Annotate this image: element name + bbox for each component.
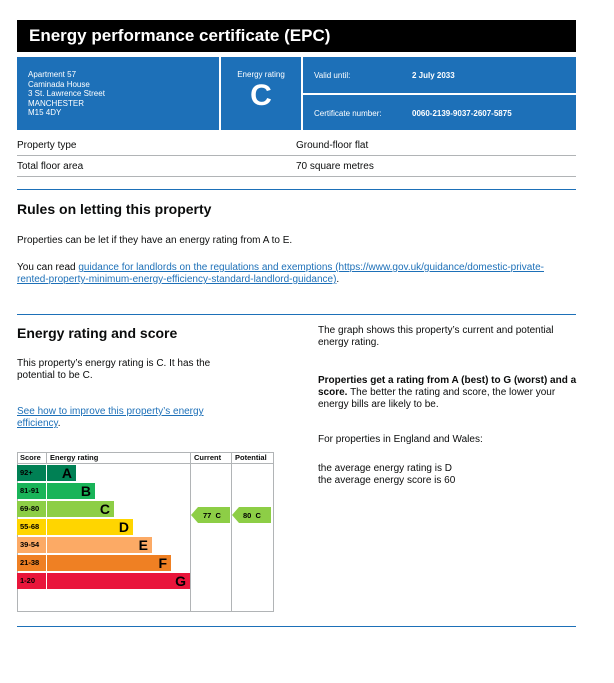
address-line: Caminada House (28, 79, 90, 89)
chart-header-divider (17, 463, 274, 464)
average-rating: the average energy rating is D (318, 463, 452, 474)
rules-heading: Rules on letting this property (17, 201, 212, 217)
divider (17, 176, 576, 177)
chart-header-rating: Energy rating (50, 453, 99, 462)
address-line: Apartment 57 (28, 70, 77, 79)
improve-link-suffix: . (57, 418, 61, 429)
page-title: Energy performance certificate (EPC) (29, 26, 331, 45)
rating-explanation (318, 375, 578, 411)
improve-link-paragraph (17, 406, 242, 430)
address-line: M15 4DY (28, 108, 62, 117)
score-paragraph: This property’s energy rating is C. It has the potential to be C. (17, 358, 211, 381)
energy-rating-box (221, 57, 301, 130)
band-score-range: 69-80 (17, 501, 46, 517)
chart-header-score: Score (20, 453, 41, 462)
current-rating-label: 77 C (203, 511, 221, 520)
chart-col-divider (231, 452, 232, 612)
valid-until-box (303, 57, 576, 93)
valid-until-value: 2 July 2033 (412, 71, 455, 80)
energy-rating-letter: C (250, 79, 272, 112)
band-letter: G (175, 573, 186, 589)
band-score-range: 81-91 (17, 483, 46, 499)
band-bar-g (47, 573, 190, 589)
band-bar-c (47, 501, 114, 517)
guidance-link[interactable]: guidance for landlords on the regulations and exemptions (https://www.gov.uk/guidance/domestic-private-rented-property-minimum-energy-efficiency-standard-landlord-guidance) (17, 262, 544, 285)
band-bar-d (47, 519, 133, 535)
address-box (17, 57, 219, 130)
section-divider (17, 314, 576, 315)
average-score: the average energy score is 60 (318, 475, 456, 486)
band-score-range: 1-20 (17, 573, 46, 589)
band-letter: B (80, 483, 91, 499)
band-letter: A (61, 465, 72, 481)
certificate-number-label: Certificate number: (314, 109, 382, 118)
potential-rating-label: 80 C (243, 511, 261, 520)
rules-guidance-paragraph (17, 262, 557, 286)
rating-explanation-bold: Properties get a rating from A (best) to G (worst) and a score. (318, 375, 577, 398)
property-type-value: Ground-floor flat (296, 140, 369, 151)
band-bar-a (47, 465, 76, 481)
guidance-suffix: . (336, 274, 340, 285)
chart-header-current: Current (194, 453, 222, 462)
band-letter: C (99, 501, 110, 517)
rules-paragraph: Properties can be let if they have an energy rating from A to E. (17, 235, 293, 246)
certificate-number-value: 0060-2139-9037-2607-5875 (412, 109, 512, 118)
band-bar-f (47, 555, 171, 571)
band-letter: E (138, 537, 148, 553)
address-line: MANCHESTER (28, 98, 85, 108)
page-title-bar (17, 20, 576, 52)
band-score-range: 92+ (17, 465, 46, 481)
guidance-prefix: You can read (17, 262, 79, 273)
property-type-label: Property type (17, 140, 77, 151)
floor-area-value: 70 square metres (296, 161, 374, 172)
certificate-number-box (303, 95, 576, 130)
chart-header-potential: Potential (235, 453, 267, 462)
energy-rating-chart (17, 452, 274, 612)
valid-until-label: Valid until: (314, 71, 351, 80)
chart-col-divider (190, 452, 191, 612)
band-score-range: 55-68 (17, 519, 46, 535)
band-bar-e (47, 537, 152, 553)
section-divider (17, 189, 576, 190)
england-wales-intro: For properties in England and Wales: (318, 434, 483, 445)
band-letter: F (158, 555, 167, 571)
chart-col-divider (46, 452, 47, 463)
rating-arrows (190, 505, 274, 525)
address-line: 3 St. Lawrence Street (28, 89, 105, 98)
score-heading: Energy rating and score (17, 325, 178, 341)
improve-efficiency-link[interactable]: See how to improve this property’s energy efficiency (17, 406, 204, 429)
band-bar-b (47, 483, 95, 499)
band-score-range: 39-54 (17, 537, 46, 553)
band-letter: D (118, 519, 129, 535)
energy-rating-label: Energy rating (237, 70, 285, 79)
rating-explanation-rest: The better the rating and score, the lower your energy bills are likely to be. (318, 387, 556, 410)
floor-area-label: Total floor area (17, 161, 84, 172)
graph-description: The graph shows this property’s current and potential energy rating. (318, 325, 554, 348)
divider (17, 155, 576, 156)
band-score-range: 21-38 (17, 555, 46, 571)
section-divider (17, 626, 576, 627)
